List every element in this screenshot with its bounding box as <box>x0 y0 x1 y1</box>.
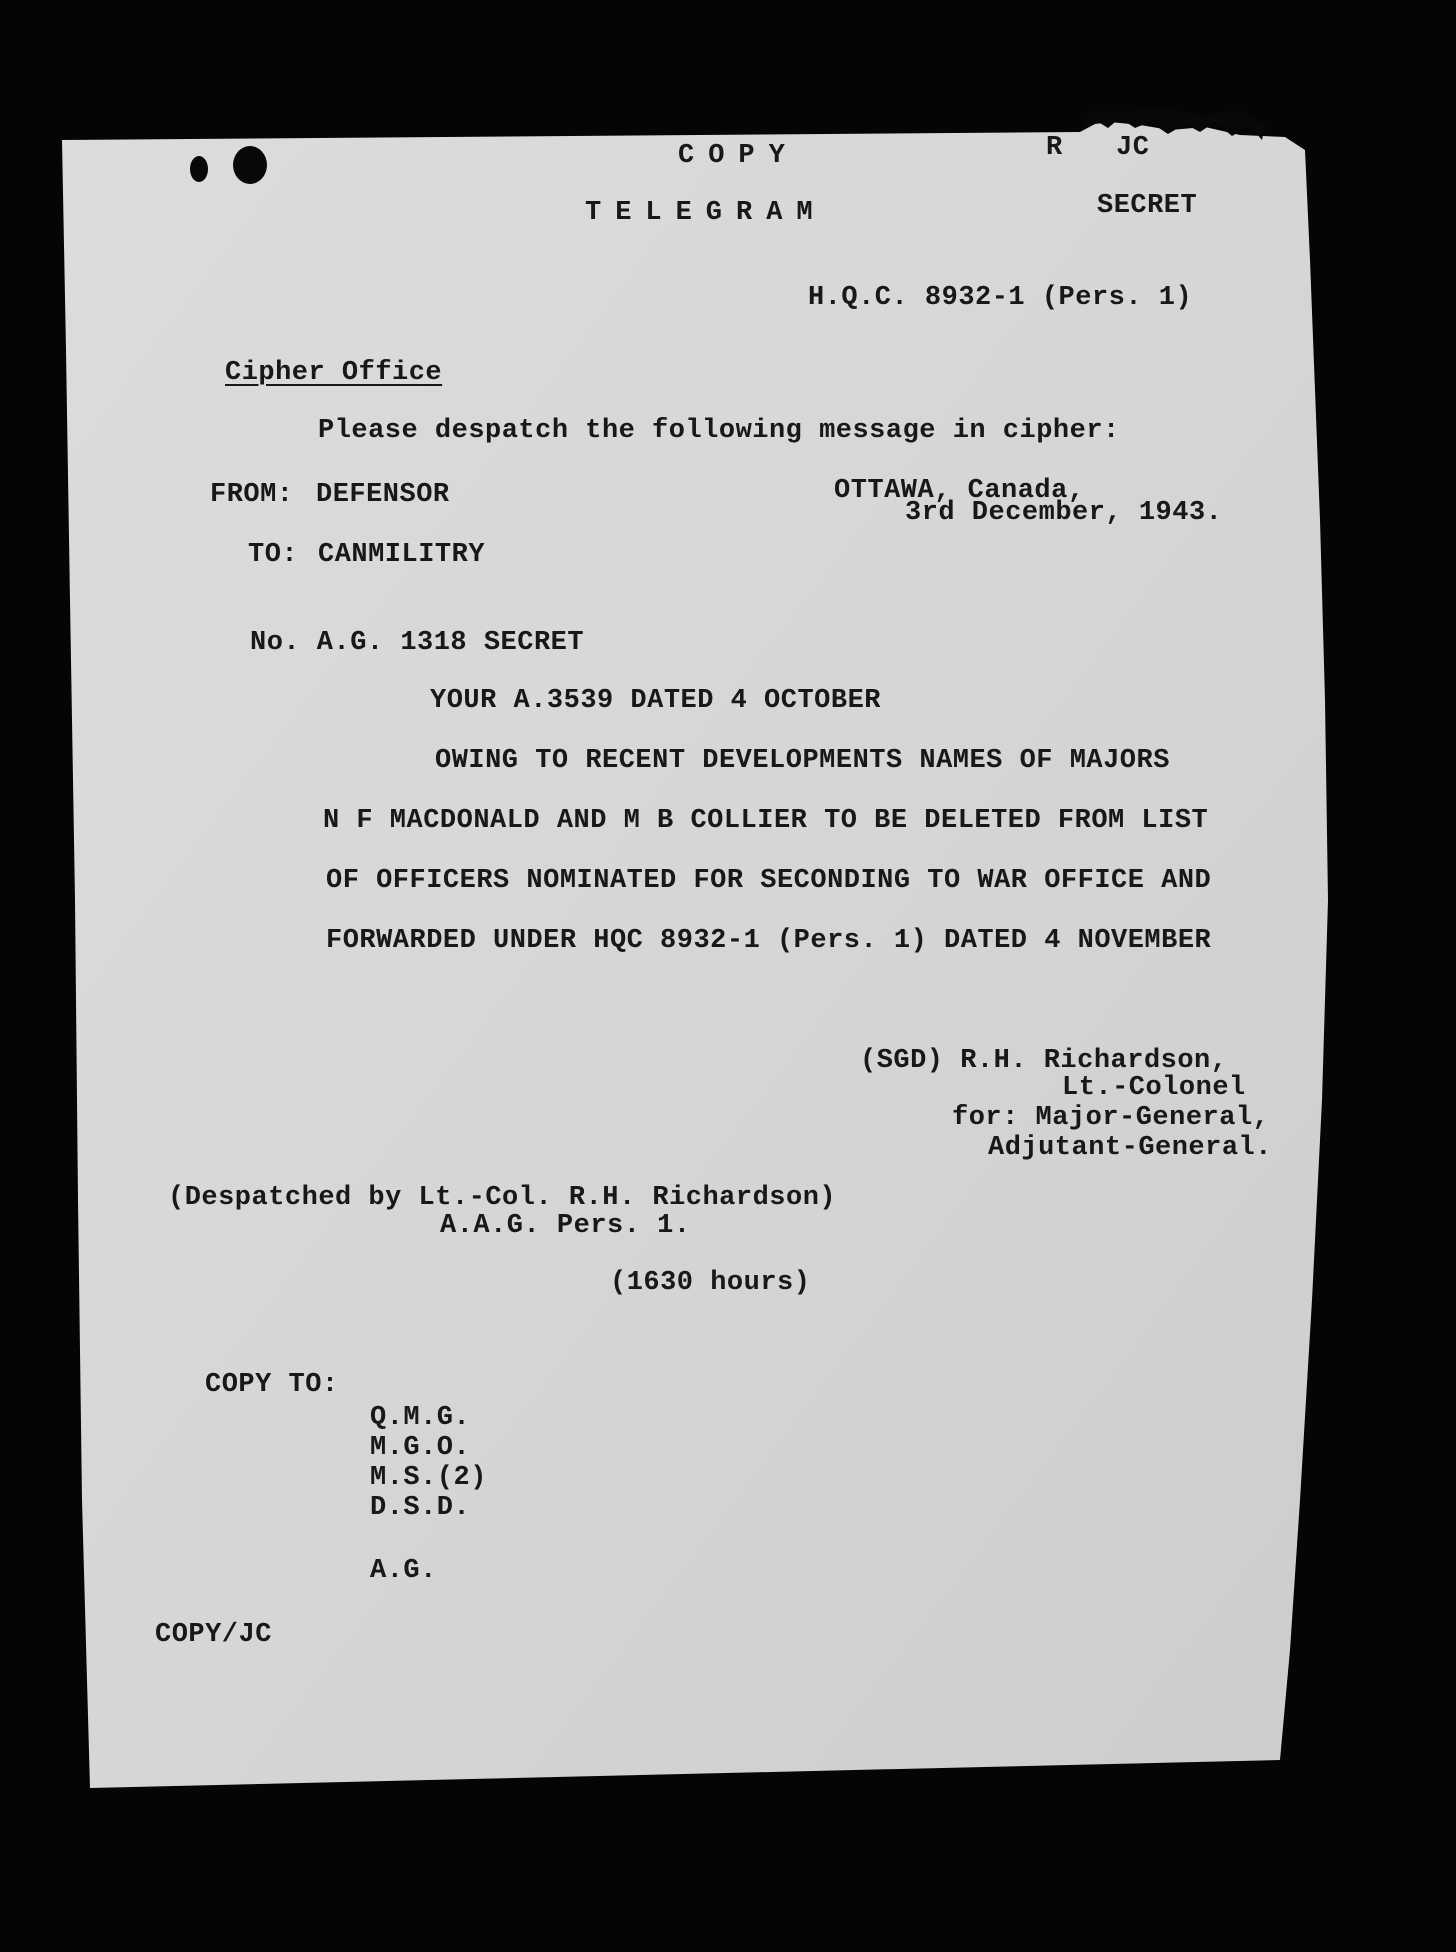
copy-label: COPY <box>678 141 799 171</box>
recipient-dsd: D.S.D. <box>370 1493 471 1523</box>
date-line: 3rd December, 1943. <box>905 498 1223 528</box>
punch-hole-marking-small <box>190 156 208 182</box>
recipient-qmg: Q.M.G. <box>370 1403 471 1433</box>
to-label: TO: <box>248 540 299 570</box>
from-label: FROM: <box>210 480 294 510</box>
telegram-label: TELEGRAM <box>585 198 827 228</box>
signature-line-3: for: Major-General, <box>952 1103 1270 1133</box>
to-value: CANMILITRY <box>318 540 486 570</box>
despatched-by-line: (Despatched by Lt.-Col. R.H. Richardson) <box>168 1183 837 1213</box>
signature-line-4: Adjutant-General. <box>988 1133 1272 1163</box>
place-line: OTTAWA, Canada, <box>834 476 1085 506</box>
ref-top-right: R <box>1046 133 1063 163</box>
instruction-line: Please despatch the following message in cipher: <box>318 416 1120 446</box>
classification-stamp: SECRET <box>1097 191 1198 221</box>
footer-initials: COPY/JC <box>155 1620 272 1650</box>
punch-hole-marking <box>233 146 267 184</box>
from-value: DEFENSOR <box>316 480 450 510</box>
file-reference: H.Q.C. 8932-1 (Pers. 1) <box>808 283 1193 313</box>
despatched-title-line: A.A.G. Pers. 1. <box>440 1211 691 1241</box>
message-line-5: FORWARDED UNDER HQC 8932-1 (Pers. 1) DATED 4 NOVEMBER <box>326 926 1212 956</box>
message-line-2: OWING TO RECENT DEVELOPMENTS NAMES OF MAJORS <box>435 746 1170 776</box>
message-line-1: YOUR A.3539 DATED 4 OCTOBER <box>430 686 881 716</box>
ref-top-right-tail: JC <box>1116 133 1150 163</box>
message-line-3: N F MACDONALD AND M B COLLIER TO BE DELETED FROM LIST <box>323 806 1209 836</box>
recipient-mgo: M.G.O. <box>370 1433 471 1463</box>
signature-line-1: (SGD) R.H. Richardson, <box>860 1046 1228 1076</box>
copy-to-label: COPY TO: <box>205 1370 339 1400</box>
recipient-ag: A.G. <box>370 1556 437 1586</box>
cipher-office-heading: Cipher Office <box>225 358 443 388</box>
message-line-4: OF OFFICERS NOMINATED FOR SECONDING TO WAR OFFICE AND <box>326 866 1212 896</box>
message-number: No. A.G. 1318 SECRET <box>250 628 585 658</box>
signature-line-2: Lt.-Colonel <box>1062 1073 1246 1103</box>
recipient-ms2: M.S.(2) <box>370 1463 487 1493</box>
despatch-time: (1630 hours) <box>610 1268 811 1298</box>
